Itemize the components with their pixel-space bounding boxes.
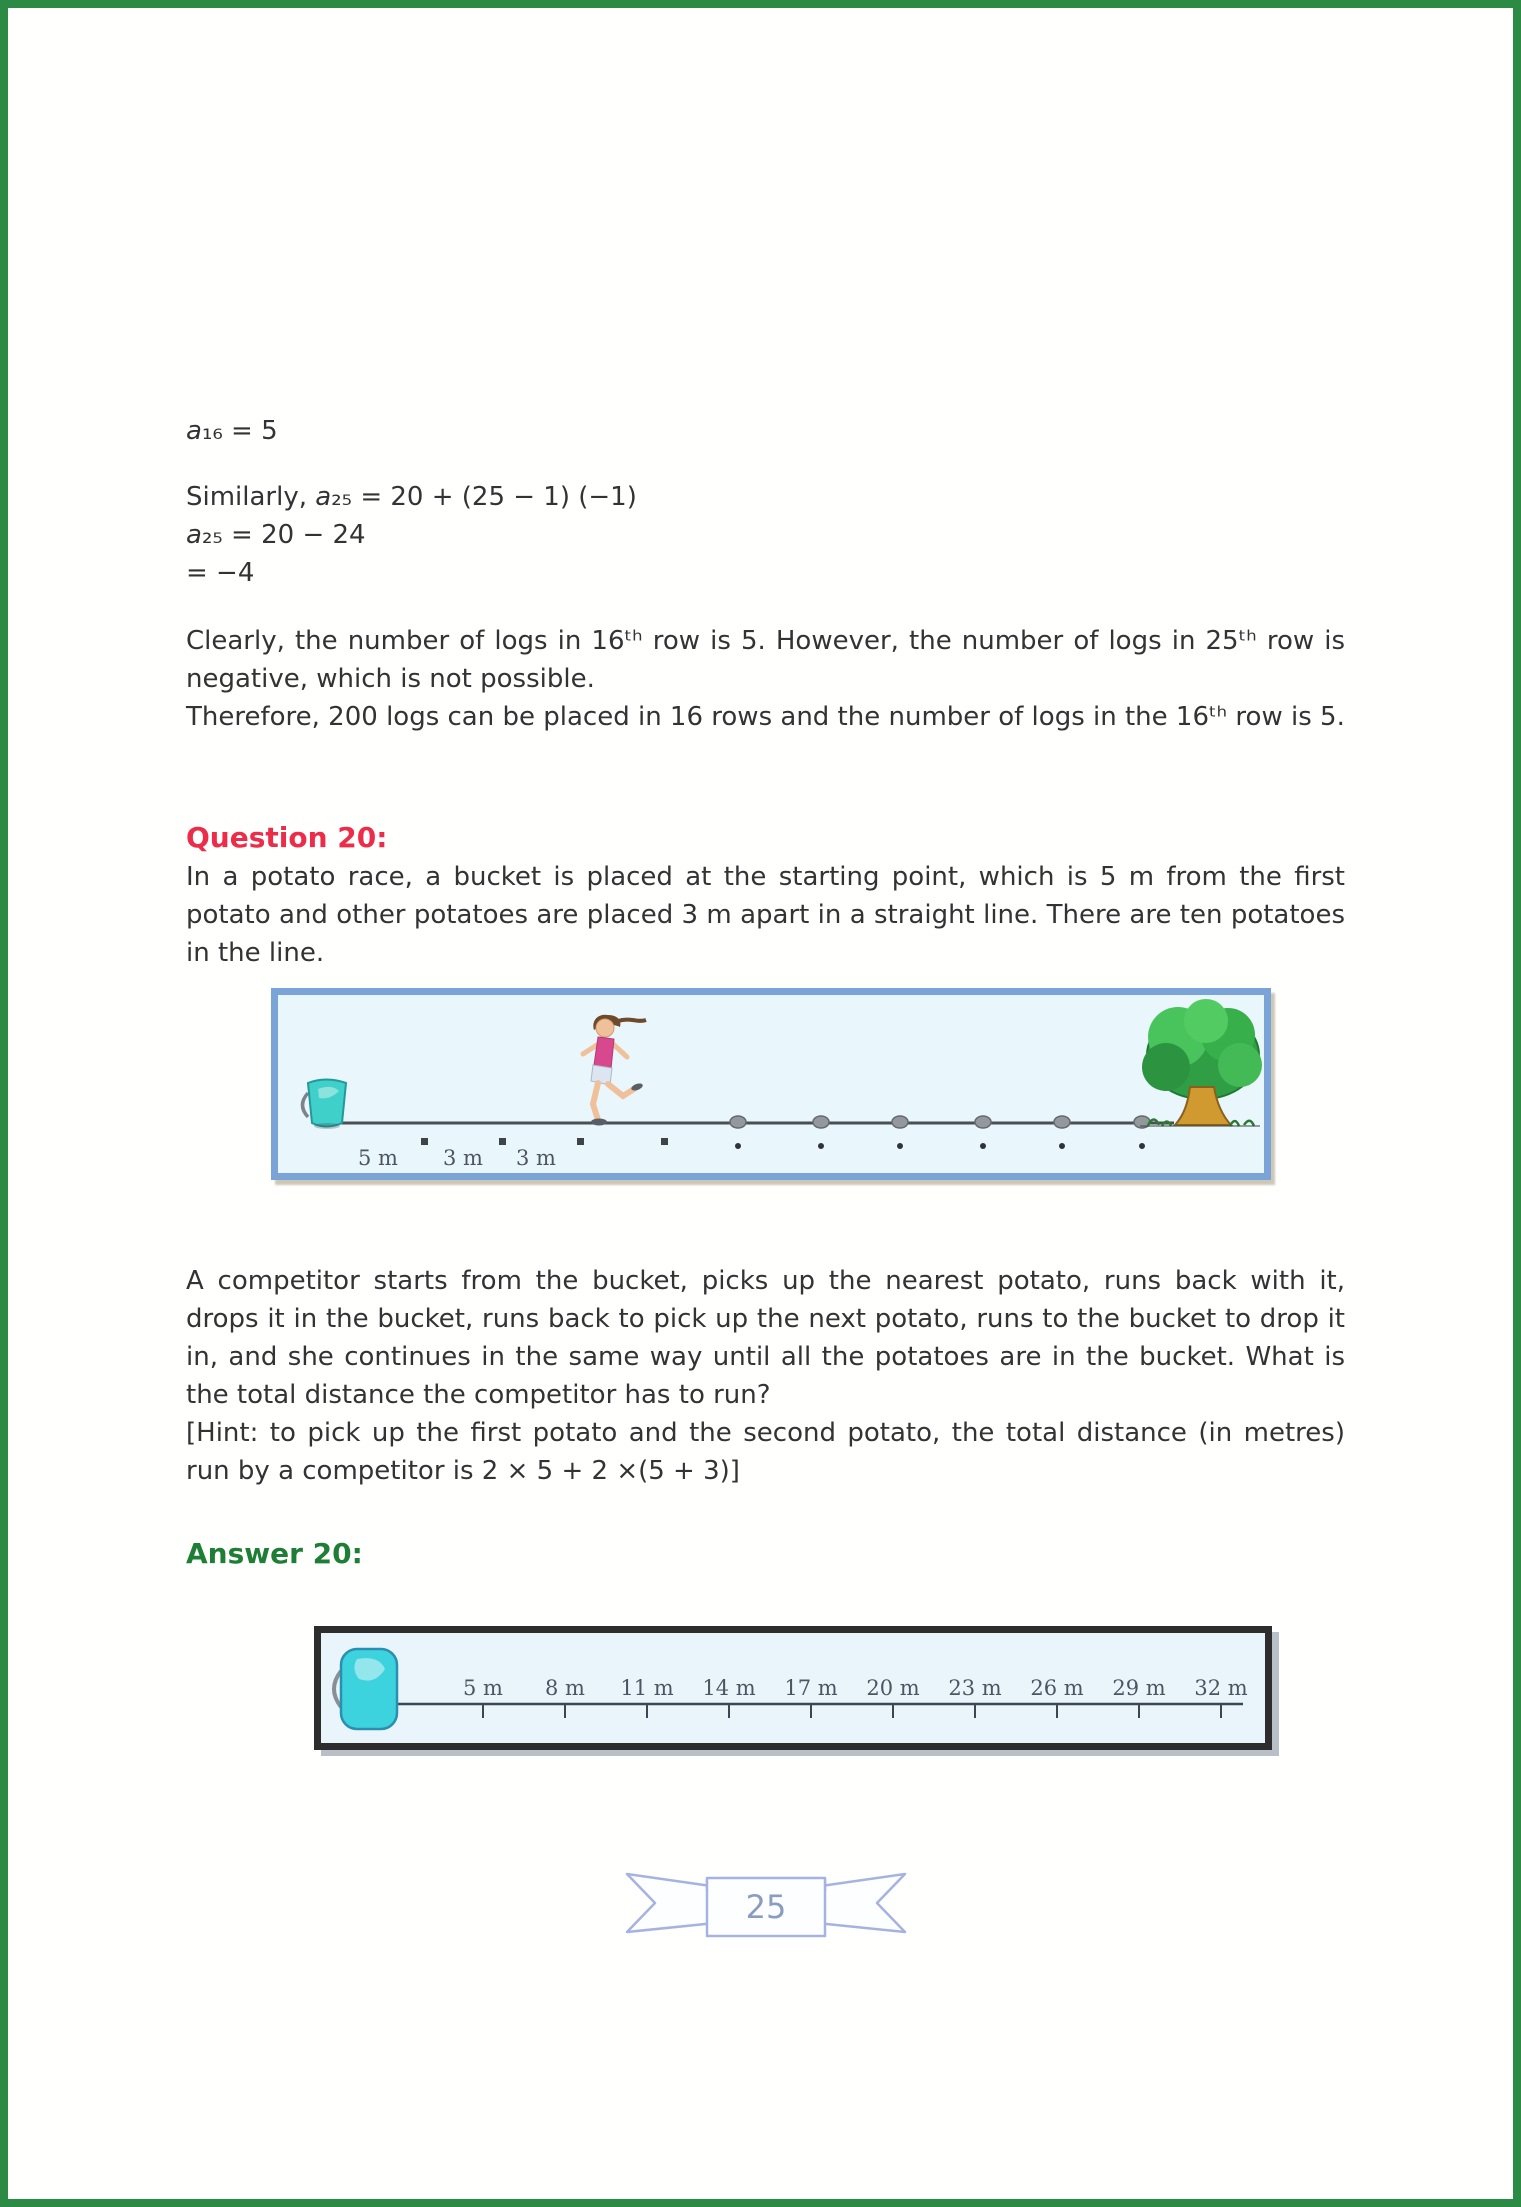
potato-dots-left xyxy=(421,1138,668,1145)
potato-dot xyxy=(1059,1143,1065,1149)
tick-label: 20 m xyxy=(866,1676,920,1700)
potato-dot xyxy=(661,1138,668,1145)
potato-dot xyxy=(499,1138,506,1145)
potato-dot xyxy=(735,1143,741,1149)
tick-label: 26 m xyxy=(1030,1676,1084,1700)
page-number-ribbon xyxy=(621,1858,911,1943)
tick-label: 11 m xyxy=(620,1676,674,1700)
potato-dot xyxy=(1139,1143,1145,1149)
question-figure-canvas xyxy=(278,995,1264,1173)
potato-dot xyxy=(818,1143,824,1149)
tick-label: 29 m xyxy=(1112,1676,1166,1700)
distance-label: 3 m xyxy=(443,1146,483,1170)
tick-label: 14 m xyxy=(702,1676,756,1700)
tick-label: 17 m xyxy=(784,1676,838,1700)
potato-icon xyxy=(1054,1116,1070,1128)
potato-dot xyxy=(980,1143,986,1149)
potatoes-right xyxy=(730,1116,1150,1149)
question-body: In a potato race, a bucket is placed at the starting point, which is 5 m from the first potato and other potatoes are placed 3 m apart in a straight line. There are ten potatoes in the line. xyxy=(186,862,1345,968)
answer-figure-canvas xyxy=(321,1633,1265,1743)
potato-icon xyxy=(730,1116,746,1128)
page-content xyxy=(8,412,1513,1943)
math-line-result: = −4 xyxy=(186,558,255,588)
tick-label: 32 m xyxy=(1194,1676,1248,1700)
potato-dot xyxy=(577,1138,584,1145)
potato-icon xyxy=(975,1116,991,1128)
answer-figure xyxy=(314,1626,1272,1750)
conclusion-paragraph-2: Therefore, 200 logs can be placed in 16 rows and the number of logs in the 16ᵗʰ row is 5. xyxy=(186,702,1345,732)
page-number: 25 xyxy=(745,1888,786,1926)
bucket-icon xyxy=(334,1649,397,1729)
tick-label: 5 m xyxy=(463,1676,503,1700)
potato-dot xyxy=(421,1138,428,1145)
tick-label: 8 m xyxy=(545,1676,585,1700)
tree-icon xyxy=(1140,999,1262,1126)
math-line-similarly: Similarly, a₂₅ = 20 + (25 − 1) (−1) xyxy=(186,482,637,512)
answer-heading: Answer 20: xyxy=(186,1537,363,1570)
question-body-2: A competitor starts from the bucket, picks up the nearest potato, runs back with it, drops it in the bucket, runs back to pick up the next potato, runs to the bucket to drop it in, and she continues in the same way until all the potatoes are in the bucket. What is the total distance the competitor has to run? xyxy=(186,1266,1345,1410)
question-figure xyxy=(271,988,1271,1180)
tick-label: 23 m xyxy=(948,1676,1002,1700)
question-heading: Question 20: xyxy=(186,821,388,854)
number-line-labels xyxy=(463,1676,1248,1700)
potato-icon xyxy=(813,1116,829,1128)
distance-label: 3 m xyxy=(516,1146,556,1170)
runner-icon xyxy=(583,1015,646,1126)
bucket-icon xyxy=(303,1080,347,1130)
distance-label: 5 m xyxy=(358,1146,398,1170)
question-hint: [Hint: to pick up the first potato and the second potato, the total distance (in metres) run by a competitor is 2 × 5 + 2 ×(5 + 3)] xyxy=(186,1418,1345,1486)
number-line-ticks xyxy=(483,1704,1221,1718)
potato-icon xyxy=(892,1116,908,1128)
potato-dot xyxy=(897,1143,903,1149)
page-footer xyxy=(186,1858,1345,1943)
math-line-a16: a₁₆ = 5 xyxy=(186,416,278,446)
math-line-a25: a₂₅ = 20 − 24 xyxy=(186,520,366,550)
conclusion-paragraph-1: Clearly, the number of logs in 16ᵗʰ row is 5. However, the number of logs in 25ᵗʰ row is negative, which is not possible. xyxy=(186,626,1345,694)
